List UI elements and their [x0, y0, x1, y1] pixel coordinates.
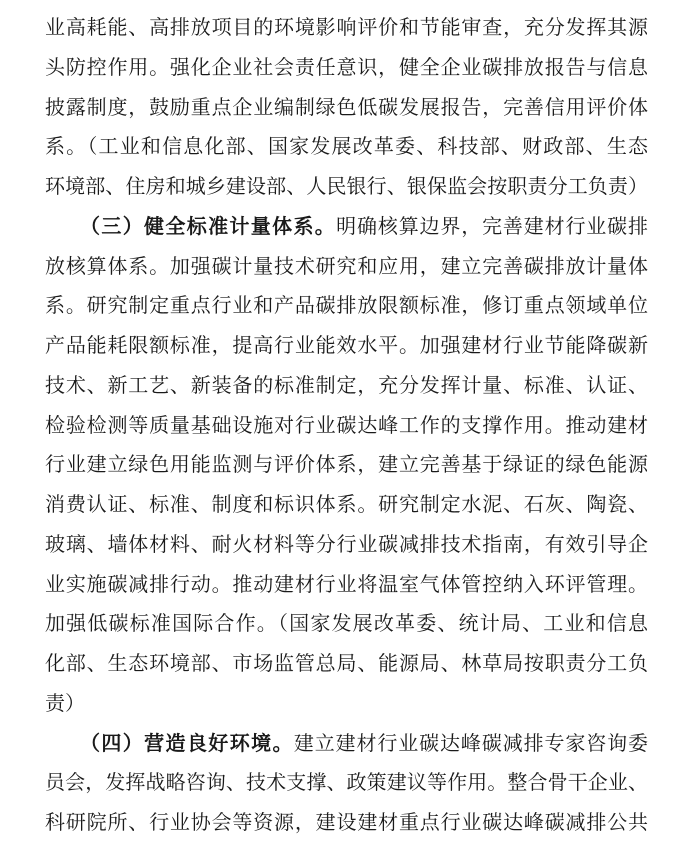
- section-heading: （四）营造良好环境。: [80, 732, 294, 755]
- text-line: 业高耗能、高排放项目的环境影响评价和节能审查，充分发挥其源: [45, 17, 648, 39]
- text-line: [45, 208, 648, 248]
- line-text: 建立建材行业碳达峰碳减排专家咨询委: [293, 732, 648, 755]
- text-line: 加强低碳标准国际合作。（国家发展改革委、统计局、工业和信息: [45, 613, 648, 636]
- text-line: 业实施碳减排行动。推动建材行业将温室气体管控纳入环评管理。: [45, 573, 648, 596]
- text-line: 员会，发挥战略咨询、技术支撑、政策建议等作用。整合骨干企业、: [45, 772, 648, 795]
- text-line: 环境部、住房和城乡建设部、人民银行、银保监会按职责分工负责）: [45, 176, 648, 198]
- text-line: 系。研究制定重点行业和产品碳排放限额标准，修订重点领域单位: [45, 295, 648, 318]
- text-line: 头防控作用。强化企业社会责任意识，健全企业碳排放报告与信息: [45, 56, 648, 79]
- text-line: 披露制度，鼓励重点企业编制绿色低碳发展报告，完善信用评价体: [45, 96, 648, 119]
- text-line: 技术、新工艺、新装备的标准制定，充分发挥计量、标准、认证、: [45, 374, 648, 397]
- line-text: 明确核算边界，完善建材行业碳排: [336, 215, 648, 238]
- text-line: 产品能耗限额标准，提高行业能效水平。加强建材行业节能降碳新: [45, 335, 648, 357]
- text-line: 化部、生态环境部、市场监管总局、能源局、林草局按职责分工负: [45, 653, 648, 675]
- section-heading: （三）健全标准计量体系。: [80, 215, 337, 238]
- text-line: 检验检测等质量基础设施对行业碳达峰工作的支撑作用。推动建材: [45, 414, 648, 437]
- text-line: 消费认证、标准、制度和标识体系。研究制定水泥、石灰、陶瓷、: [45, 494, 648, 516]
- text-line: 科研院所、行业协会等资源，建设建材重点行业碳达峰碳减排公共: [45, 812, 648, 834]
- paragraph-section-3: [45, 208, 648, 725]
- text-line: [45, 725, 648, 765]
- text-line: 放核算体系。加强碳计量技术研究和应用，建立完善碳排放计量体: [45, 255, 648, 278]
- text-line: 行业建立绿色用能监测与评价体系，建立完善基于绿证的绿色能源: [45, 454, 648, 477]
- paragraph-section-4: [45, 725, 648, 844]
- text-line: 系。（工业和信息化部、国家发展改革委、科技部、财政部、生态: [45, 136, 648, 159]
- text-line: 玻璃、墙体材料、耐火材料等分行业碳减排技术指南，有效引导企: [45, 533, 648, 556]
- paragraph-continuation: [45, 9, 648, 208]
- document-text-column: [45, 9, 648, 844]
- text-line: 责）: [45, 692, 85, 715]
